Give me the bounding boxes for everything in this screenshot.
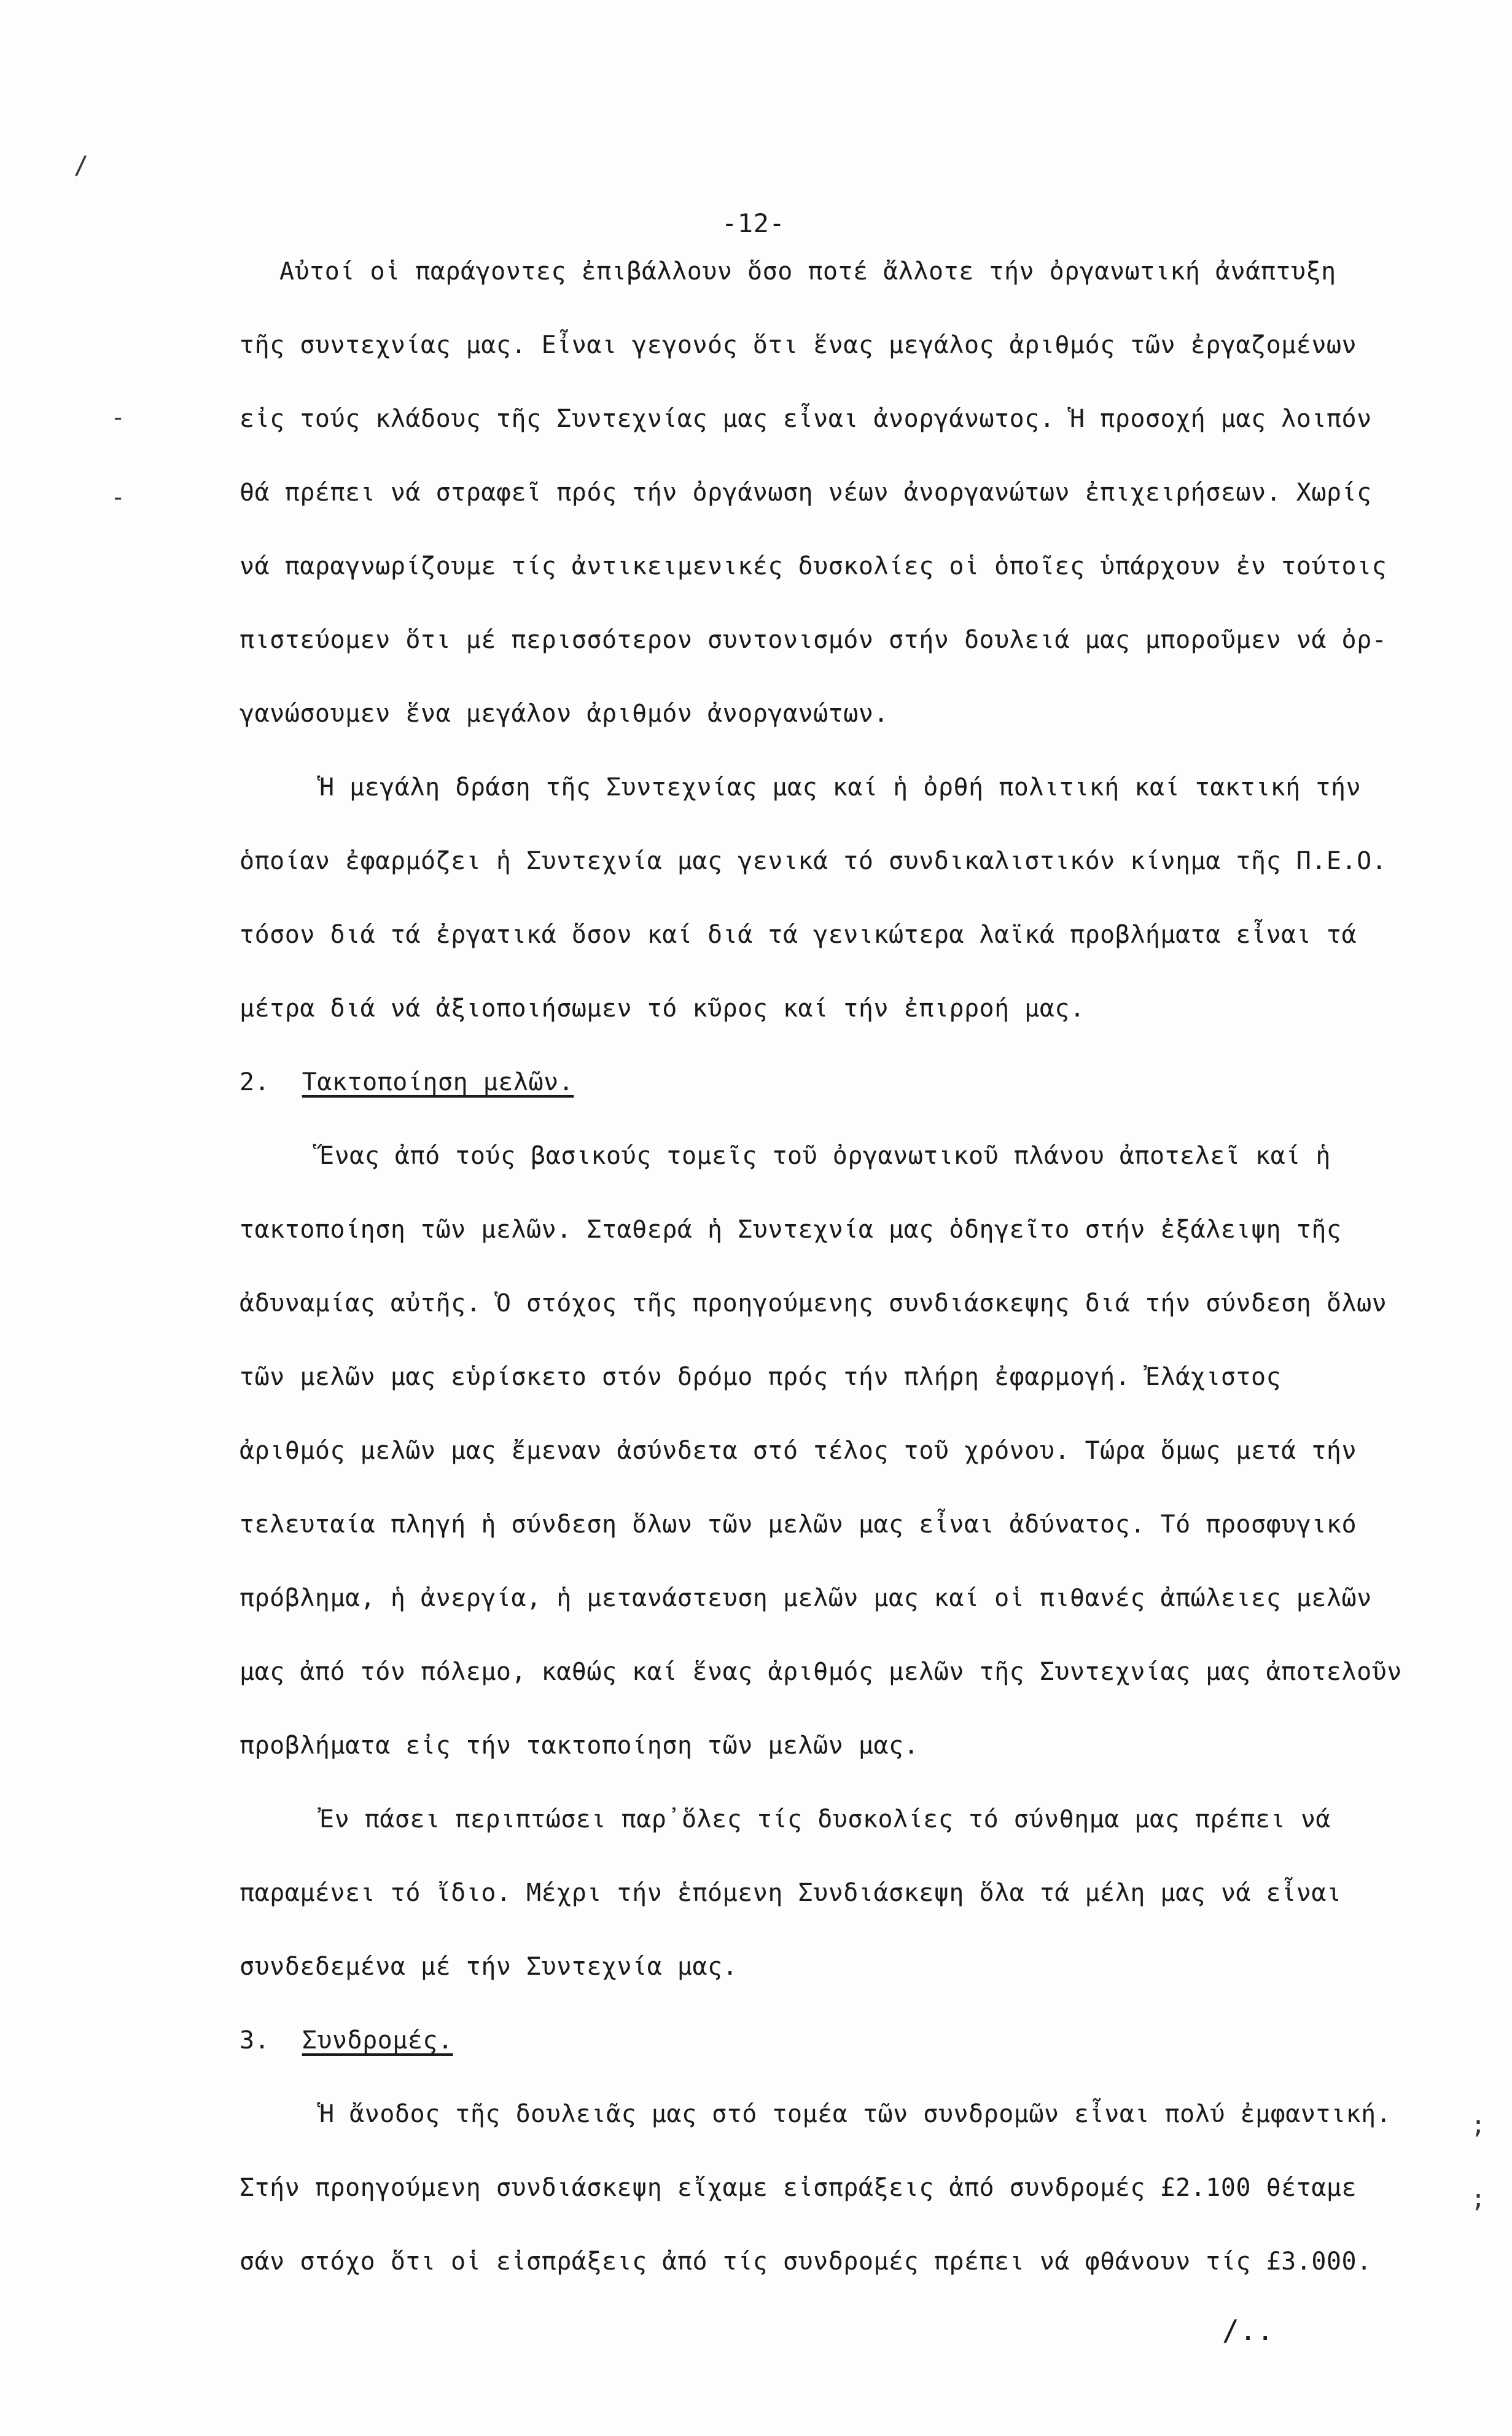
body-line: τῆς συντεχνίας μας. Εἶναι γεγονός ὅτι ἕνας μεγάλος ἀριθμός τῶν ἐργαζομένων [240, 331, 1357, 359]
section-title: Τακτοποίηση μελῶν. [302, 1068, 574, 1096]
scan-speck: ; [1471, 2111, 1486, 2139]
body-line: γανώσουμεν ἕνα μεγάλον ἀριθμόν ἀνοργανώτων. [240, 700, 889, 728]
body-line: τακτοποίηση τῶν μελῶν. Σταθερά ἡ Συντεχνία μας ὁδηγεῖτο στήν ἐξάλειψη τῆς [240, 1216, 1342, 1244]
body-line: τῶν μελῶν μας εὑρίσκετο στόν δρόμο πρός τήν πλήρη ἐφαρμογή. Ἐλάχιστος [240, 1363, 1282, 1391]
body-line: νά παραγνωρίζουμε τίς ἀντικειμενικές δυσκολίες οἱ ὁποῖες ὑπάρχουν ἐν τούτοις [240, 552, 1387, 580]
body-line: προβλήματα εἰς τήν τακτοποίηση τῶν μελῶν μας. [240, 1731, 919, 1760]
section-title: Συνδρομές. [302, 2026, 453, 2055]
body-line: πιστεύομεν ὅτι μέ περισσότερον συντονισμόν στήν δουλειά μας μποροῦμεν νά ὀρ- [240, 626, 1387, 654]
body-line: Στήν προηγούμενη συνδιάσκεψη εἴχαμε εἰσπράξεις ἀπό συνδρομές £2.100 θέταμε [240, 2174, 1357, 2202]
body-line: θά πρέπει νά στραφεῖ πρός τήν ὀργάνωση νέων ἀνοργανώτων ἐπιχειρήσεων. Χωρίς [240, 478, 1372, 507]
body-line: σάν στόχο ὅτι οἱ εἰσπράξεις ἀπό τίς συνδρομές πρέπει νά φθάνουν τίς £3.000. [240, 2247, 1372, 2276]
continuation-mark: /.. [1222, 2314, 1274, 2347]
body-line: ὁποίαν ἐφαρμόζει ἡ Συντεχνία μας γενικά τό συνδικαλιστικόν κίνημα τῆς Π.Ε.Ο. [240, 847, 1387, 875]
body-line: Ἕνας ἀπό τούς βασικούς τομεῖς τοῦ ὀργανωτικοῦ πλάνου ἀποτελεῖ καί ἡ [319, 1142, 1331, 1170]
body-line: Ἐν πάσει περιπτώσει παρ᾽ὅλες τίς δυσκολίες τό σύνθημα μας πρέπει νά [319, 1805, 1331, 1833]
body-line: μέτρα διά νά ἀξιοποιήσωμεν τό κῦρος καί τήν ἐπιρροή μας. [240, 994, 1085, 1023]
body-line: τελευταία πληγή ἡ σύνδεση ὅλων τῶν μελῶν μας εἶναι ἀδύνατος. Τό προσφυγικό [240, 1510, 1357, 1539]
body-line: Αὐτοί οἱ παράγοντες ἐπιβάλλουν ὅσο ποτέ ἄλλοτε τήν ὀργανωτική ἀνάπτυξη [279, 257, 1336, 286]
scan-speck: - [111, 483, 126, 512]
body-line: πρόβλημα, ἡ ἀνεργία, ἡ μετανάστευση μελῶν μας καί οἱ πιθανές ἀπώλειες μελῶν [240, 1584, 1372, 1612]
body-line: τόσον διά τά ἐργατικά ὅσον καί διά τά γενικώτερα λαϊκά προβλήματα εἶναι τά [240, 921, 1357, 949]
body-line: παραμένει τό ἴδιο. Μέχρι τήν ἑπόμενη Συνδιάσκεψη ὅλα τά μέλη μας νά εἶναι [240, 1879, 1342, 1907]
body-line: εἰς τούς κλάδους τῆς Συντεχνίας μας εἶναι ἀνοργάνωτος. Ἡ προσοχή μας λοιπόν [240, 405, 1372, 433]
section-heading [240, 2026, 453, 2055]
section-heading [240, 1068, 574, 1097]
body-line: ἀριθμός μελῶν μας ἔμεναν ἀσύνδετα στό τέλος τοῦ χρόνου. Τώρα ὅμως μετά τήν [240, 1437, 1357, 1465]
scan-speck: ; [1471, 2185, 1486, 2213]
section-number: 2. [240, 1068, 270, 1096]
body-line: Ἡ ἄνοδος τῆς δουλειᾶς μας στό τομέα τῶν συνδρομῶν εἶναι πολύ ἐμφαντική. [319, 2100, 1392, 2128]
scan-speck: / [74, 152, 89, 180]
section-number: 3. [240, 2026, 270, 2055]
scan-speck: - [111, 404, 126, 432]
page-number: -12- [722, 208, 785, 238]
body-line: Ἡ μεγάλη δράση τῆς Συντεχνίας μας καί ἡ ὀρθή πολιτική καί τακτική τήν [319, 773, 1362, 802]
body-line: ἀδυναμίας αὐτῆς. Ὁ στόχος τῆς προηγούμενης συνδιάσκεψης διά τήν σύνδεση ὅλων [240, 1289, 1387, 1318]
body-line: μας ἀπό τόν πόλεμο, καθώς καί ἕνας ἀριθμός μελῶν τῆς Συντεχνίας μας ἀποτελοῦν [240, 1658, 1402, 1686]
body-line: συνδεδεμένα μέ τήν Συντεχνία μας. [240, 1953, 738, 1981]
